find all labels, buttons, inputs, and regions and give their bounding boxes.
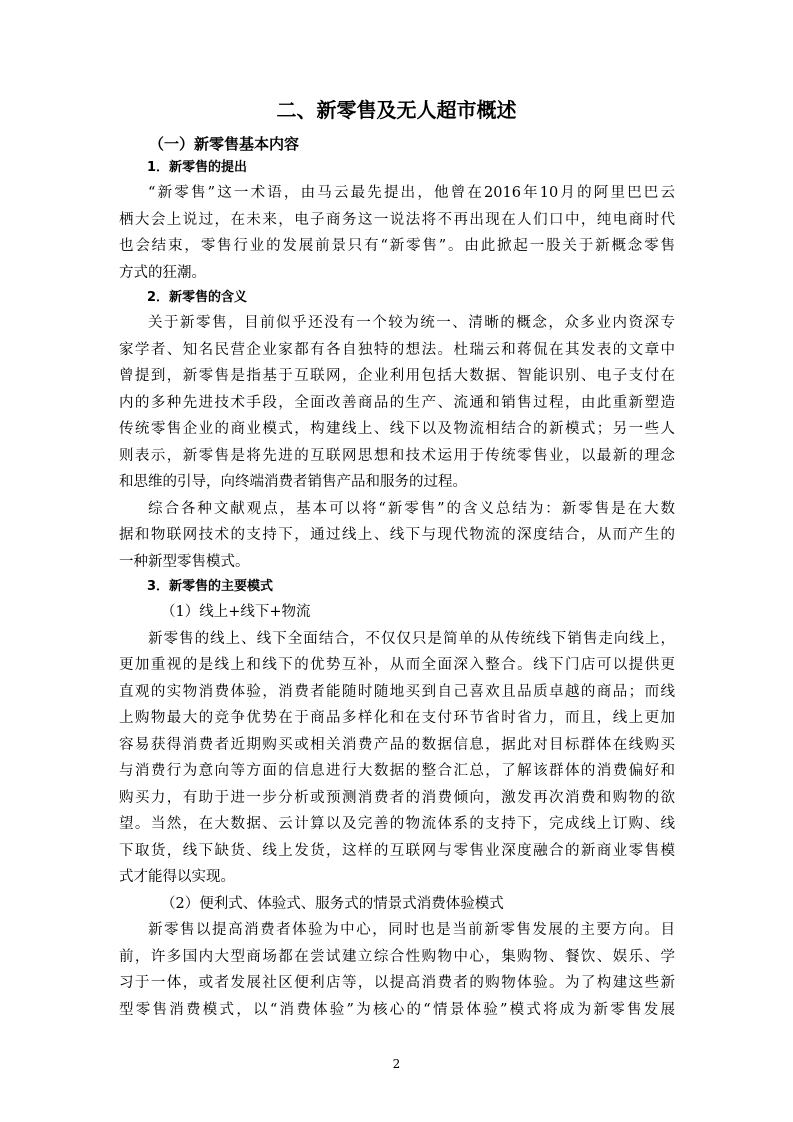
text-line: 家学者、知名民营企业家都有各自独特的想法。杜瑞云和蒋侃在其发表的文章中 (119, 341, 675, 358)
mode-heading-2: （2）便利式、体验式、服务式的情景式消费体验模式 (161, 895, 504, 912)
text-line: 上购物最大的竞争优势在于商品多样化和在支付环节省时省力，而且，线上更加 (119, 710, 675, 726)
paragraph-proposal (119, 180, 675, 286)
text-line: 更加重视的是线上和线下的优势互补，从而全面深入整合。线下门店可以提供更 (119, 657, 675, 673)
text-line: 型零售消费模式，以“消费体验”为核心的“情景体验”模式将成为新零售发展 (119, 1001, 675, 1018)
text-line: 新零售的线上、线下全面结合，不仅仅只是简单的从传统线下销售走向线上， (148, 630, 675, 647)
subsection-heading-3: 3．新零售的主要模式 (147, 579, 274, 594)
text-line: 直观的实物消费体验，消费者能随时随地买到自己喜欢且品质卓越的商品；而线 (119, 683, 675, 700)
document-body (119, 132, 675, 1023)
text-line: 和思维的引导，向终端消费者销售产品和服务的过程。 (119, 474, 467, 490)
text-line: 下取货，线下缺货、线上发货，这样的互联网与零售业深度融合的新商业零售模 (119, 842, 675, 859)
subsection-heading-2: 2．新零售的含义 (147, 290, 248, 305)
text-line: 曾提到，新零售是指基于互联网，企业利用包括大数据、智能识别、电子支付在 (119, 368, 675, 384)
text-line: 也会结束，零售行业的发展前景只有“新零售”。由此掀起一股关于新概念零售 (119, 238, 675, 254)
text-line: 传统零售企业的商业模式，构建线上、线下以及物流相结合的新模式；另一些人 (119, 421, 675, 437)
text-line: 前，许多国内大型商场都在尝试建立综合性购物中心，集购物、餐饮、娱乐、学 (119, 948, 675, 965)
text-line: 则表示，新零售是将先进的互联网思想和技术运用于传统零售业，以最新的理念 (119, 447, 675, 464)
paragraph-meaning-1 (119, 310, 675, 496)
text-line: 一种新型零售模式。 (119, 553, 250, 570)
page-title: 二、新零售及无人超市概述 (276, 98, 517, 122)
text-line: “新零售”这一术语，由马云最先提出，他曾在2016年10月的阿里巴巴云 (148, 185, 675, 201)
text-line: 望。当然，在大数据、云计算以及完善的物流体系的支持下，完成线上订购、线 (119, 816, 675, 832)
mode-heading-1: （1）线上+线下+物流 (161, 604, 311, 620)
text-line: 方式的狂潮。 (119, 264, 206, 281)
text-line: 内的多种先进技术手段，全面改善商品的生产、流通和销售过程，由此重新塑造 (119, 394, 675, 411)
text-line: 与消费行为意向等方面的信息进行大数据的整合汇总，了解该群体的消费偏好和 (119, 763, 675, 779)
text-line: 据和物联网技术的支持下，通过线上、线下与现代物流的深度结合，从而产生的 (119, 527, 675, 543)
text-line: 式才能得以实现。 (119, 869, 235, 885)
paragraph-mode-1 (119, 626, 675, 891)
text-line: 栖大会上说过，在未来，电子商务这一说法将不再出现在人们口中，纯电商时代 (119, 211, 675, 228)
section-heading: （一）新零售基本内容 (149, 135, 300, 153)
text-line: 容易获得消费者近期购买或相关消费产品的数据信息，据此对目标群体在线购买 (119, 736, 675, 753)
text-line: 综合各种文献观点，基本可以将“新零售”的含义总结为：新零售是在大数 (148, 500, 675, 517)
paragraph-meaning-2 (119, 496, 675, 576)
text-line: 购买力，有助于进一步分析或预测消费者的消费倾向，激发再次消费和购物的欲 (119, 789, 675, 806)
text-line: 新零售以提高消费者体验为中心，同时也是当前新零售发展的主要方向。目 (148, 922, 675, 938)
page-number: 2 (392, 1057, 401, 1071)
text-line: 关于新零售，目前似乎还没有一个较为统一、清晰的概念，众多业内资深专 (148, 315, 675, 331)
text-line: 习于一体，或者发展社区便利店等，以提高消费者的购物体验。为了构建这些新 (119, 975, 675, 991)
paragraph-mode-2 (119, 917, 675, 1023)
subsection-heading-1: 1．新零售的提出 (147, 160, 248, 175)
